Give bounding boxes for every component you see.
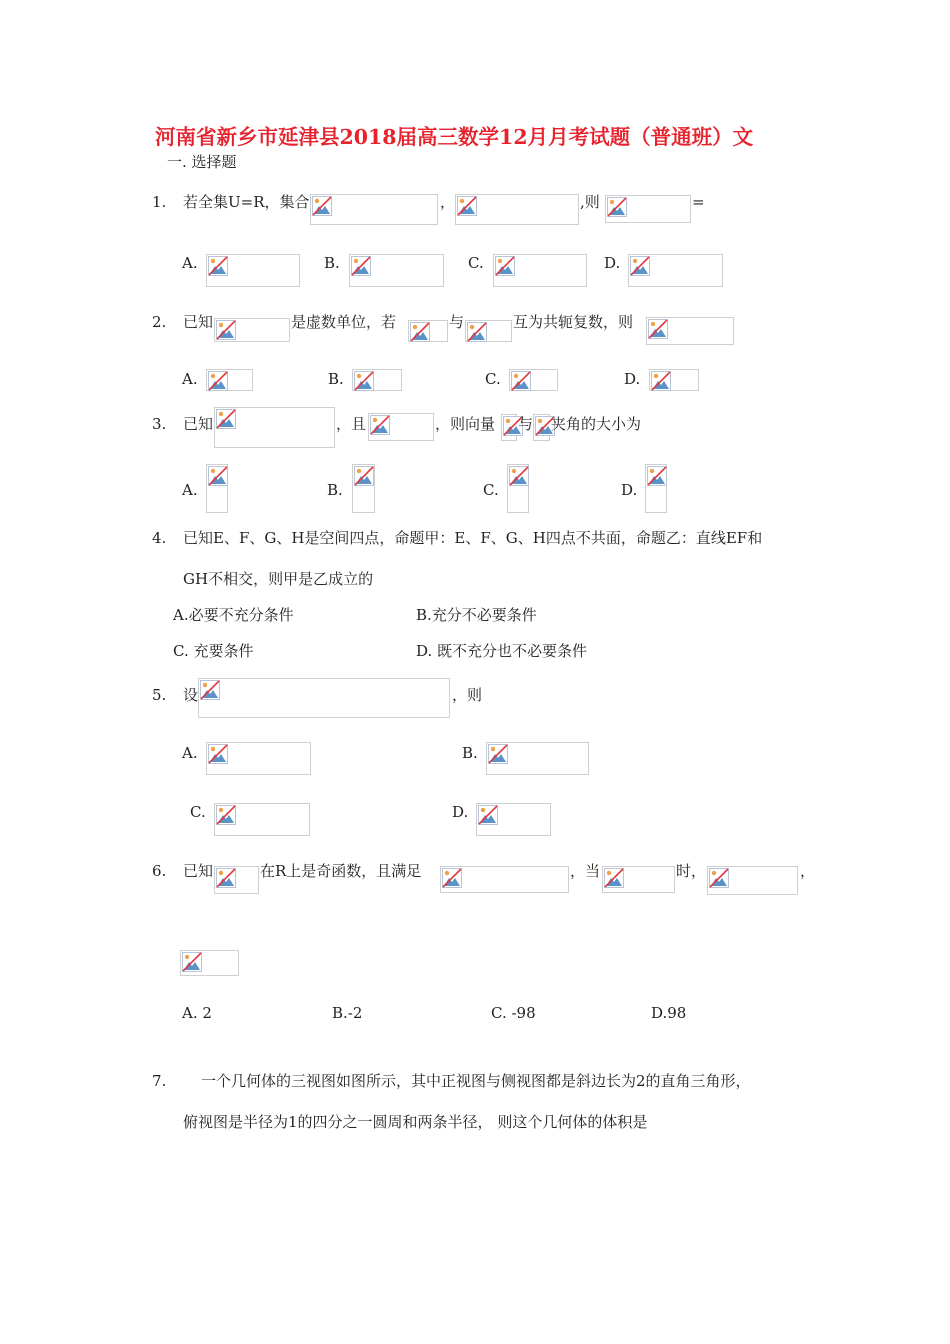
option-label: D. [452, 803, 469, 821]
question-5-number: 5. [152, 686, 167, 704]
question-2-text: 与 [449, 313, 465, 331]
question-3-text: ，且 [336, 415, 367, 433]
formula-image [707, 866, 798, 895]
question-3-text: 已知 [183, 415, 214, 433]
question-6-number: 6. [152, 862, 167, 880]
formula-image [206, 369, 253, 391]
formula-image [476, 803, 551, 836]
option-text: B.-2 [332, 1004, 363, 1022]
formula-image [602, 866, 675, 893]
formula-image [408, 320, 448, 342]
formula-image [352, 464, 375, 513]
formula-image [533, 414, 550, 441]
formula-image [214, 407, 335, 448]
page-title: 河南省新乡市延津县2018届高三数学12月月考试题（普通班）文 [155, 125, 754, 149]
question-6-text: ，当 [570, 862, 601, 880]
formula-image [198, 678, 450, 718]
option-text: B.充分不必要条件 [416, 606, 537, 624]
option-label: B. [462, 744, 478, 762]
option-label: C. [483, 481, 499, 499]
question-1-number: 1. [152, 193, 167, 211]
option-text: A. 2 [182, 1004, 212, 1022]
formula-image [465, 320, 512, 342]
option-label: C. [485, 370, 501, 388]
option-label: D. [604, 254, 621, 272]
question-4-text: GH不相交，则甲是乙成立的 [183, 570, 374, 588]
question-4-number: 4. [152, 529, 167, 547]
option-text: A.必要不充分条件 [173, 606, 294, 624]
formula-image [507, 464, 529, 513]
question-2-text: 互为共轭复数，则 [513, 313, 634, 331]
question-3-text: 与 [518, 415, 534, 433]
formula-image [214, 803, 310, 836]
question-4-text: 已知E、F、G、H是空间四点，命题甲：E、F、G、H四点不共面，命题乙：直线EF和 [183, 529, 763, 547]
question-6-text: 在R上是奇函数，且满足 [260, 862, 422, 880]
option-text: D.98 [651, 1004, 687, 1022]
question-2-text: 是虚数单位，若 [291, 313, 397, 331]
question-3-number: 3. [152, 415, 167, 433]
formula-image [486, 742, 589, 775]
formula-image [501, 414, 517, 441]
option-label: B. [328, 370, 344, 388]
question-1-text: ， [440, 193, 456, 211]
question-5-text: 设 [183, 686, 199, 704]
formula-image [352, 369, 402, 391]
formula-image [455, 194, 579, 225]
question-3-text: ，则向量 [435, 415, 496, 433]
formula-image [440, 866, 569, 893]
formula-image [649, 369, 699, 391]
option-label: D. [621, 481, 638, 499]
question-7-text: 一个几何体的三视图如图所示，其中正视图与侧视图都是斜边长为2的直角三角形， [201, 1072, 751, 1090]
option-label: A. [182, 370, 198, 388]
option-label: C. [190, 803, 206, 821]
formula-image [509, 369, 558, 391]
formula-image [646, 317, 734, 345]
question-6-text: 已知 [183, 862, 214, 880]
option-text: C. -98 [491, 1004, 536, 1022]
formula-image [628, 254, 723, 287]
formula-image [493, 254, 587, 287]
question-1-text: ,则 [580, 193, 600, 211]
formula-image [310, 194, 438, 225]
option-label: A. [182, 254, 198, 272]
option-label: A. [182, 481, 198, 499]
question-6-text: 时， [676, 862, 707, 880]
option-label: A. [182, 744, 198, 762]
formula-image [605, 195, 691, 223]
formula-image [214, 318, 290, 342]
formula-image [349, 254, 444, 287]
section-heading: 一. 选择题 [167, 153, 237, 171]
question-7-number: 7. [152, 1072, 167, 1090]
formula-image [180, 950, 239, 976]
question-1-text: 若全集U=R，集合 [183, 193, 310, 211]
formula-image [206, 464, 228, 513]
question-5-text: ，则 [452, 686, 483, 704]
formula-image [206, 742, 311, 775]
formula-image [645, 464, 667, 513]
question-6-text: ， [800, 862, 816, 880]
option-label: B. [327, 481, 343, 499]
question-3-text: 夹角的大小为 [551, 415, 642, 433]
question-7-text: 俯视图是半径为1的四分之一圆周和两条半径， 则这个几何体的体积是 [183, 1113, 648, 1131]
option-label: C. [468, 254, 484, 272]
question-2-text: 已知 [183, 313, 214, 331]
option-label: D. [624, 370, 641, 388]
option-text: C. 充要条件 [173, 642, 254, 660]
option-text: D. 既不充分也不必要条件 [416, 642, 588, 660]
question-2-number: 2. [152, 313, 167, 331]
question-1-text: = [692, 193, 705, 211]
formula-image [206, 254, 300, 287]
option-label: B. [324, 254, 340, 272]
formula-image [368, 413, 434, 441]
formula-image [214, 866, 259, 894]
